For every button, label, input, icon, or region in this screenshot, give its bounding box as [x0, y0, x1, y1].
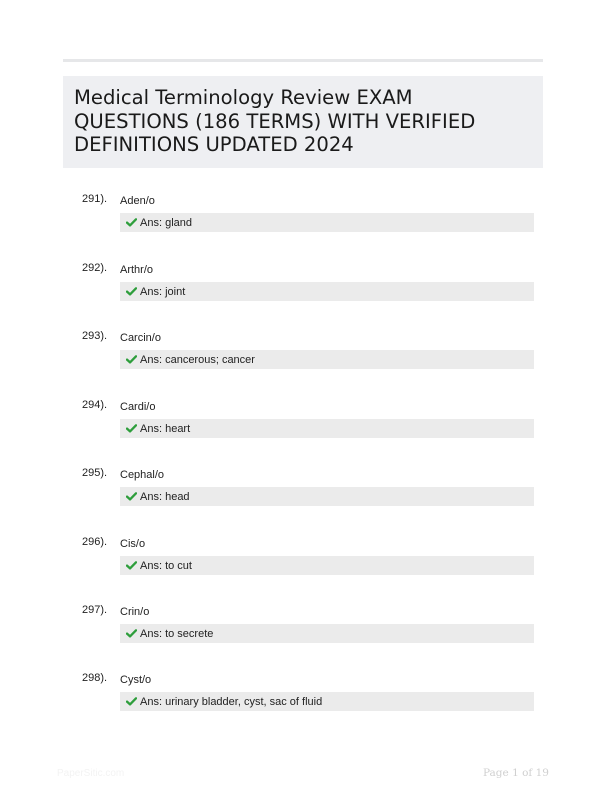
- answer-text: joint: [165, 285, 186, 298]
- question-number: 291).: [82, 193, 108, 205]
- answer-prefix: Ans:: [140, 422, 166, 435]
- answer-text: gland: [165, 216, 192, 229]
- answer-prefix: Ans:: [140, 285, 166, 298]
- question-number: 293).: [82, 330, 108, 342]
- checkmark-icon: [126, 287, 137, 296]
- checkmark-icon: [126, 355, 137, 364]
- answer-text: heart: [165, 422, 191, 435]
- answer-bar: [120, 419, 534, 438]
- answer-prefix: Ans:: [140, 353, 166, 366]
- footer-watermark: PaperSitic.com: [57, 768, 125, 779]
- answer-text: urinary bladder, cyst, sac of fluid: [165, 695, 323, 708]
- checkmark-icon: [126, 218, 137, 227]
- question-term: Carcin/o: [120, 332, 161, 344]
- answer-bar: [120, 692, 534, 711]
- question-term: Cyst/o: [120, 674, 152, 686]
- checkmark-icon: [126, 629, 137, 638]
- answer-prefix: Ans:: [140, 559, 166, 572]
- question-term: Cardi/o: [120, 401, 156, 413]
- question-term: Crin/o: [120, 606, 150, 618]
- question-term: Cephal/o: [120, 469, 165, 481]
- question-number: 294).: [82, 399, 108, 411]
- answer-text: cancerous; cancer: [165, 353, 255, 366]
- question-item: [0, 672, 606, 732]
- question-number: 297).: [82, 604, 108, 616]
- answer-prefix: Ans:: [140, 490, 166, 503]
- checkmark-icon: [126, 697, 137, 706]
- answer-prefix: Ans:: [140, 216, 166, 229]
- question-term: Cis/o: [120, 538, 146, 550]
- answer-bar: [120, 556, 534, 575]
- answer-text: to secrete: [165, 627, 214, 640]
- answer-bar: [120, 213, 534, 232]
- checkmark-icon: [126, 424, 137, 433]
- question-number: 296).: [82, 536, 108, 548]
- question-item: [0, 330, 606, 390]
- answer-text: to cut: [165, 559, 192, 572]
- answer-prefix: Ans:: [140, 627, 166, 640]
- question-item: [0, 467, 606, 527]
- answer-prefix: Ans:: [140, 695, 166, 708]
- question-item: [0, 193, 606, 253]
- answer-text: head: [165, 490, 190, 503]
- answer-bar: [120, 282, 534, 301]
- document-title: Medical Terminology Review EXAM QUESTIONS (186 TERMS) WITH VERIFIED DEFINITIONS UPDATED 2024: [74, 86, 476, 156]
- answer-bar: [120, 350, 534, 369]
- answer-bar: [120, 487, 534, 506]
- question-number: 292).: [82, 262, 108, 274]
- question-number: 295).: [82, 467, 108, 479]
- question-item: [0, 399, 606, 459]
- question-number: 298).: [82, 672, 108, 684]
- question-term: Arthr/o: [120, 264, 154, 276]
- page-indicator: Page 1 of 19: [482, 767, 549, 779]
- checkmark-icon: [126, 561, 137, 570]
- question-item: [0, 262, 606, 322]
- question-item: [0, 536, 606, 596]
- answer-bar: [120, 624, 534, 643]
- question-item: [0, 604, 606, 664]
- checkmark-icon: [126, 492, 137, 501]
- question-term: Aden/o: [120, 195, 155, 207]
